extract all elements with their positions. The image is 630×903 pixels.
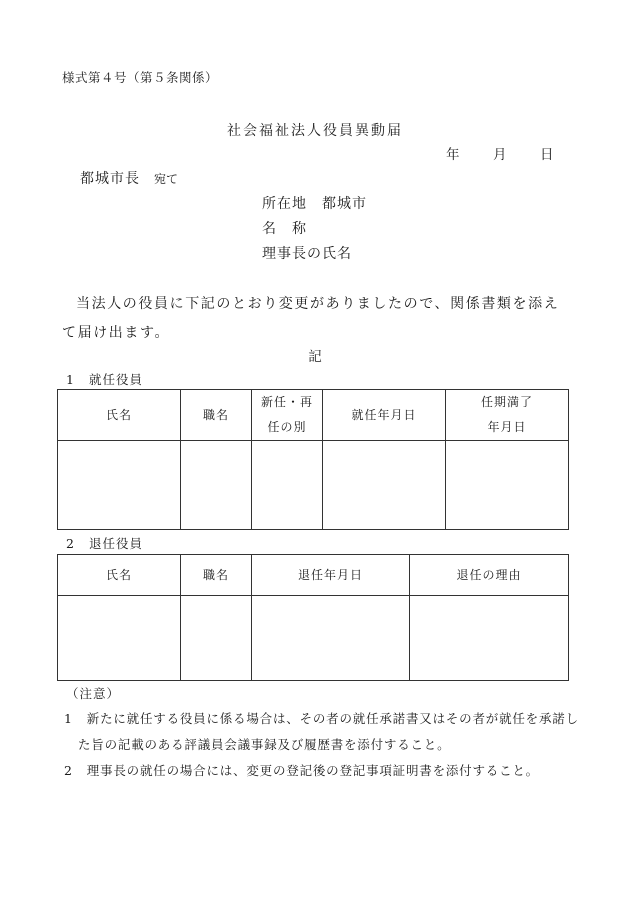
retired-officers-table xyxy=(57,554,569,681)
ki-heading: 記 xyxy=(308,349,322,365)
col-appointment-date: 就任年月日 xyxy=(323,390,446,441)
cell-retirement-reason[interactable] xyxy=(410,596,569,681)
cell-new-or-reappointed[interactable] xyxy=(252,441,323,530)
body-text: 当法人の役員に下記のとおり変更がありましたので、関係書類を添えて届け出ます。 xyxy=(62,296,560,341)
col-name: 氏名 xyxy=(58,390,181,441)
addressee xyxy=(80,168,178,188)
addressee-name: 都城市長 xyxy=(80,171,140,187)
col-term-line1: 任期満了 xyxy=(480,395,533,409)
section2-heading xyxy=(66,534,143,552)
cell-retirement-date[interactable] xyxy=(252,596,410,681)
cell-name[interactable] xyxy=(58,596,181,681)
cell-name[interactable] xyxy=(58,441,181,530)
table-header-row xyxy=(58,555,569,596)
cell-position[interactable] xyxy=(181,596,252,681)
section1-title: 就任役員 xyxy=(88,372,143,387)
date-day-label: 日 xyxy=(540,147,554,163)
col-term-line2: 年月日 xyxy=(487,420,527,434)
note-text: 新たに就任する役員に係る場合は、その者の就任承諾書又はその者が就任を承諾した旨の記載のある評議員会議事録及び履歴書を添付すること。 xyxy=(78,711,579,752)
cell-appointment-date[interactable] xyxy=(323,441,446,530)
col-position: 職名 xyxy=(181,390,252,441)
col-retirement-date: 退任年月日 xyxy=(252,555,410,596)
section2-number: 2 xyxy=(66,536,75,551)
table-row xyxy=(58,441,569,530)
col-name: 氏名 xyxy=(58,555,181,596)
applicant-location: 所在地 都城市 xyxy=(262,196,367,212)
section2-title: 退任役員 xyxy=(88,536,143,551)
col-term-end-date xyxy=(446,390,569,441)
note-number: 2 xyxy=(64,763,73,778)
col-new-line2: 任の別 xyxy=(267,420,307,434)
cell-term-end-date[interactable] xyxy=(446,441,569,530)
form-number: 様式第４号（第５条関係） xyxy=(62,70,219,85)
section1-heading xyxy=(66,370,143,388)
note-text: 理事長の就任の場合には、変更の登記後の登記事項証明書を添付すること。 xyxy=(86,763,539,778)
section1-number: 1 xyxy=(66,372,75,387)
table-header-row xyxy=(58,390,569,441)
date-year-label: 年 xyxy=(446,147,460,163)
table-row xyxy=(58,596,569,681)
applicant-name: 名 称 xyxy=(262,221,307,237)
note-number: 1 xyxy=(64,711,73,726)
document-title: 社会福祉法人役員異動届 xyxy=(227,123,403,139)
col-position: 職名 xyxy=(181,555,252,596)
date-month-label: 月 xyxy=(493,147,507,163)
col-retirement-reason: 退任の理由 xyxy=(410,555,569,596)
addressee-suffix: 宛て xyxy=(154,172,179,186)
notes-heading: （注意） xyxy=(66,686,121,701)
appointed-officers-table xyxy=(57,389,569,530)
note-item xyxy=(64,706,590,758)
col-new-line1: 新任・再 xyxy=(260,395,313,409)
col-new-or-reappointed xyxy=(252,390,323,441)
note-item xyxy=(64,758,576,784)
cell-position[interactable] xyxy=(181,441,252,530)
applicant-representative: 理事長の氏名 xyxy=(262,246,352,262)
